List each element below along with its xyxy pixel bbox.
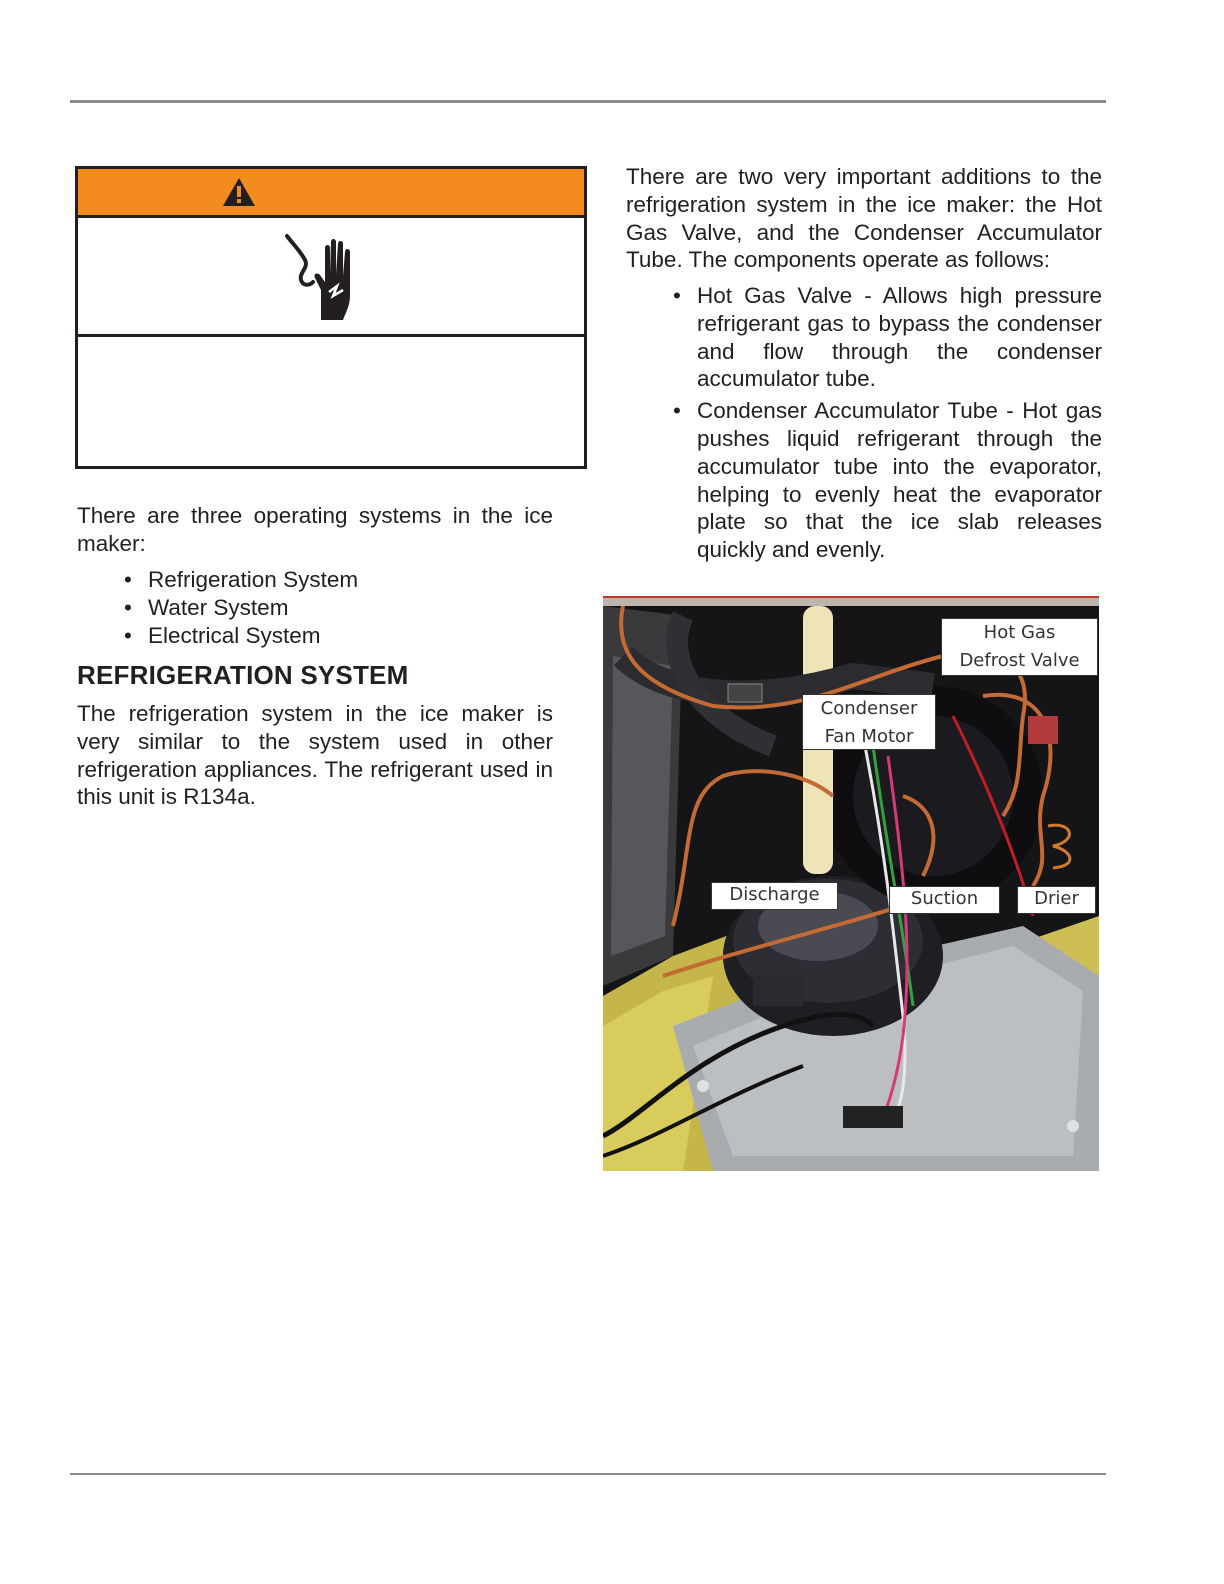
header-rule	[70, 100, 1106, 103]
list-item: • Water System	[124, 594, 289, 620]
hot-gas-valve-label: Hot Gas Defrost Valve	[941, 618, 1098, 676]
warning-triangle-icon	[222, 177, 256, 207]
list-item: • Hot Gas Valve - Allows high pressure refrigerant gas to bypass the condenser and flow through the condenser accumulator tube.	[673, 283, 1102, 392]
list-item: • Refrigeration System	[124, 567, 359, 592]
warning-header	[78, 169, 584, 218]
compressor-photo-illustration	[603, 596, 1099, 1171]
hazard-icon-area	[78, 218, 584, 337]
drier-label: Drier	[1017, 886, 1096, 914]
electrical-shock-hand-icon	[283, 230, 373, 322]
section-title: REFRIGERATION SYSTEM	[77, 660, 409, 690]
discharge-label: Discharge	[711, 882, 838, 910]
systems-intro: There are three operating systems in the ice maker:	[77, 503, 553, 556]
additions-intro: There are two very important additions to the refrigeration system in the ice maker: the Hot Gas Valve, and the Condenser Accumulator Tube. The components operate as follows:	[626, 164, 1102, 273]
list-item: • Electrical System	[124, 622, 321, 648]
compressor-photo	[603, 596, 1099, 1171]
section-body: The refrigeration system in the ice maker is very similar to the system used in other refrigeration appliances. The refrigerant used in this unit is R134a.	[77, 701, 553, 810]
systems-list	[124, 566, 548, 649]
list-item: • Condenser Accumulator Tube - Hot gas pushes liquid refrigerant through the accumulator tube into the evaporator, helping to evenly heat the evaporator plate so that the ice slab releases quickly and evenly.	[673, 398, 1102, 563]
warning-box	[75, 166, 587, 469]
footer-rule	[70, 1473, 1106, 1475]
suction-label: Suction	[889, 886, 1000, 914]
condenser-fan-motor-label: Condenser Fan Motor	[802, 694, 936, 750]
components-list	[673, 282, 1102, 568]
